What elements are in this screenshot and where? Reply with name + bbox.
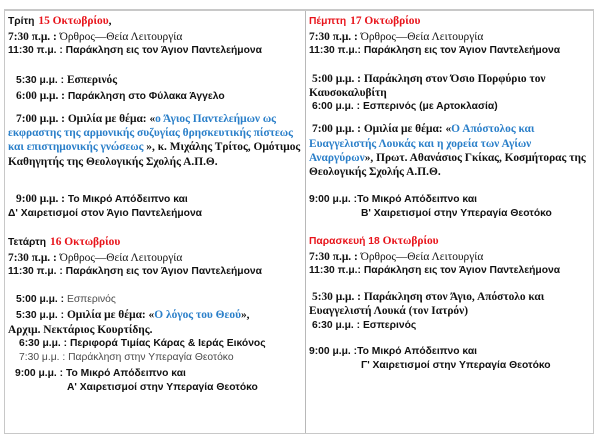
entry-text: Το Μικρό Απόδειπνο και bbox=[64, 193, 188, 205]
entry-text: Όρθρος—Θεία Λειτουργία bbox=[56, 251, 183, 264]
lecture-entry bbox=[8, 112, 302, 169]
day-heading-wednesday bbox=[8, 234, 302, 250]
day-heading-tuesday bbox=[8, 13, 302, 29]
entry-time: 5:00 μ.μ. : bbox=[16, 293, 65, 305]
schedule-entry bbox=[309, 29, 590, 44]
lecture-topic: Ο Απόστολος και Ευαγγελιστής Λουκάς και η χορεία των Αγίων Αναργύρων bbox=[309, 123, 535, 164]
lecture-close: », bbox=[240, 308, 250, 321]
entry-time: 5:30 μ.μ. : bbox=[16, 309, 65, 321]
schedule-entry: 7:30 μ.μ. : Παράκληση στην Υπεραγία Θεοτόκο bbox=[19, 351, 234, 363]
entry-time: 5:30 μ.μ. : bbox=[16, 75, 65, 86]
entry-text: Εσπερινός bbox=[64, 293, 116, 305]
schedule-entry-continued: Α' Χαιρετισμοί στην Υπεραγία Θεοτόκο bbox=[67, 381, 258, 393]
schedule-entry-continued: Γ' Χαιρετισμοί στην Υπεραγία Θεοτόκο bbox=[361, 359, 551, 371]
entry-time: 7:30 π.μ. : bbox=[309, 31, 358, 43]
right-column bbox=[306, 11, 593, 433]
entry-time: 6:00 μ.μ. : bbox=[16, 90, 65, 102]
entry-time: 7:30 π.μ. : bbox=[8, 251, 57, 264]
left-column bbox=[5, 11, 306, 433]
schedule-entry: 11:30 π.μ. : Παράκληση εις τον Άγιον Παντελεήμονα bbox=[8, 265, 262, 277]
schedule-entry bbox=[8, 291, 302, 307]
lecture-speaker: », Πρωτ. Αθανάσιος Γκίκας, Κοσμήτορας της Θεολογικής Σχολής Α.Π.Θ. bbox=[309, 151, 586, 179]
date: 17 Οκτωβρίου bbox=[350, 15, 421, 27]
weekday: Τρίτη bbox=[8, 16, 35, 27]
schedule-entry: 9:00 μ.μ. :Το Μικρό Απόδειπνο και bbox=[309, 345, 478, 357]
lecture-speaker: », κ. Μιχάλης Τρίτος, Ομότιμος Καθηγητής της Θεολογικής Σχολής Α.Π.Θ. bbox=[8, 141, 301, 168]
schedule-table bbox=[4, 9, 594, 434]
schedule-entry: 9:00 μ.μ. :Το Μικρό Απόδειπνο και bbox=[309, 194, 478, 206]
schedule-entry: 11:30 π.μ.: Παράκληση εις τον Άγιον Παντελεήμονα bbox=[309, 45, 561, 56]
entry-time: 9:00 μ.μ. : bbox=[16, 192, 65, 205]
schedule-entry: 11:30 π.μ. : Παράκληση εις τον Άγιον Παντελεήμονα bbox=[8, 45, 262, 56]
schedule-entry: 6:00 μ.μ. : Εσπερινός (με Αρτοκλασία) bbox=[312, 101, 498, 113]
entry-text: Όρθρος—Θεία Λειτουργία bbox=[56, 31, 183, 43]
lecture-entry bbox=[8, 307, 302, 323]
date: Οκτωβρίου bbox=[379, 235, 439, 248]
schedule-entry bbox=[8, 72, 302, 88]
schedule-entry: 6:30 μ.μ. : Εσπερινός bbox=[312, 319, 417, 331]
lecture-topic: ο Άγιος Παντελεήμων ως εκφραστης της αρμονικής συζυγίας θρησκευτικής πίστεως και επιστημονικής γνώσεως bbox=[8, 113, 293, 154]
schedule-entry: 11:30 π.μ.: Παράκληση εις τον Άγιον Παντελεήμονα bbox=[309, 265, 561, 277]
comma: , bbox=[108, 15, 112, 27]
schedule-entry bbox=[8, 365, 302, 381]
day-heading-thursday bbox=[309, 13, 590, 29]
date: 15 Οκτωβρίου bbox=[38, 15, 109, 27]
weekday: Τετάρτη bbox=[8, 236, 47, 248]
entry-text: Εσπερινός bbox=[64, 74, 118, 86]
lecture-lead: 7:00 μ.μ. : Ομιλία με θέμα: « bbox=[16, 113, 156, 125]
lecture-lead: Ομιλία με θέμα: « bbox=[64, 308, 155, 321]
schedule-entry bbox=[8, 250, 302, 265]
entry-text: Όρθρος—Θεία Λειτουργία bbox=[357, 251, 484, 264]
lecture-topic: Ο λόγος του Θεού bbox=[154, 308, 241, 321]
day-heading-friday bbox=[309, 233, 590, 249]
weekday: Πέμπτη bbox=[309, 16, 347, 27]
schedule-entry-continued: Δ' Χαιρετισμοί στον Άγιο Παντελεήμονα bbox=[8, 207, 203, 219]
weekday: Παρασκευή 18 bbox=[309, 236, 380, 248]
schedule-entry bbox=[8, 191, 302, 207]
schedule-entry: 5:00 μ.μ. : Παράκληση στον Όσιο Πορφύριο τον Καυσοκαλυβίτη bbox=[309, 73, 546, 100]
entry-text: Το Μικρό Απόδειπνο και bbox=[63, 367, 186, 379]
date: 16 Οκτωβρίου bbox=[50, 235, 121, 248]
schedule-entry: 5:30 μ.μ. : Παράκληση στον Άγιο, Απόστολο και Ευαγγελιστή Λουκά (τον Ιατρόν) bbox=[309, 291, 545, 318]
schedule-entry: 6:30 μ.μ. : Περιφορά Τιμίας Κάρας & Ιεράς Εικόνος bbox=[19, 337, 266, 349]
entry-time: 9:00 μ.μ. : bbox=[15, 367, 64, 379]
entry-text: Παράκληση στο Φύλακα Άγγελο bbox=[64, 91, 225, 102]
entry-time: 7:30 π.μ. : bbox=[309, 251, 358, 264]
schedule-entry bbox=[8, 29, 302, 44]
lecture-speaker: Αρχιμ. Νεκτάριος Κουρτίδης. bbox=[8, 323, 153, 336]
entry-text: Όρθρος—Θεία Λειτουργία bbox=[357, 31, 484, 43]
schedule-entry bbox=[8, 88, 302, 104]
schedule-entry-continued: Β' Χαιρετισμοί στην Υπεραγία Θεοτόκο bbox=[361, 208, 552, 220]
entry-time: 7:30 π.μ. : bbox=[8, 31, 57, 43]
lecture-lead: 7:00 μ.μ. : Ομιλία με θέμα: « bbox=[312, 123, 452, 136]
schedule-entry bbox=[309, 249, 590, 264]
lecture-entry bbox=[309, 122, 590, 179]
